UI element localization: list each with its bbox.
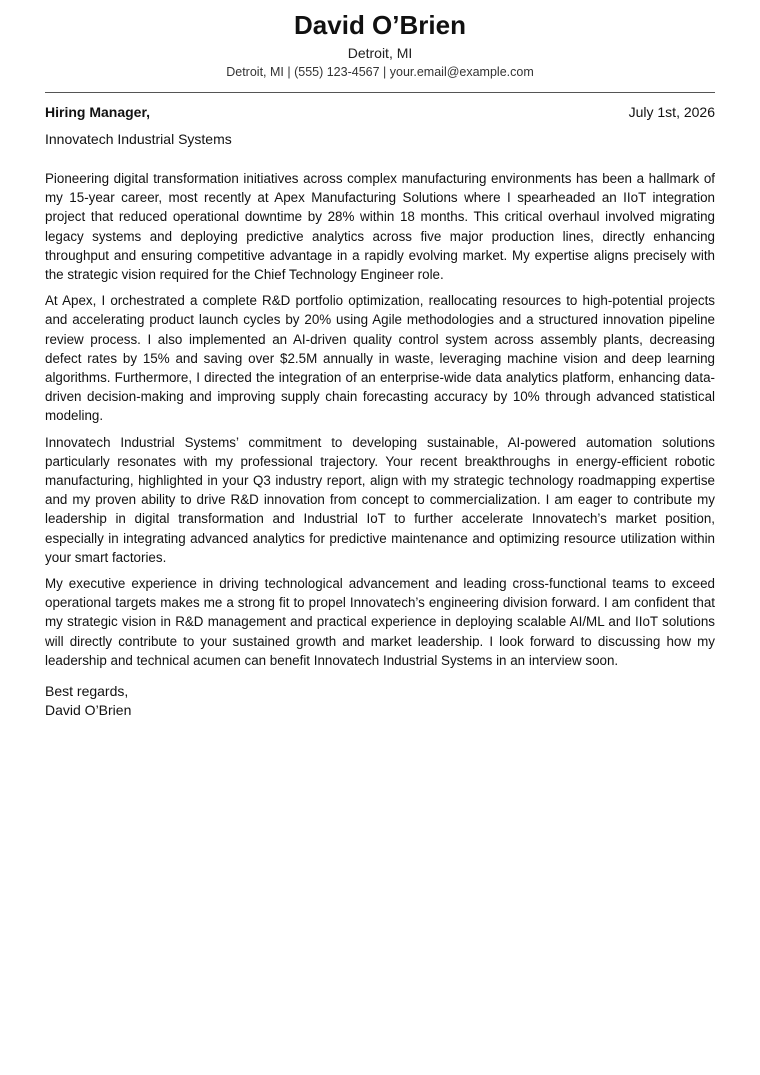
sender-name: David O’Brien [294,10,466,40]
closing-block [45,682,715,720]
signature-name: David O’Brien [45,702,132,719]
letter-date: July 1st, 2026 [628,104,715,120]
header-divider [45,92,715,93]
body-paragraph: Pioneering digital transformation initiatives across complex manufacturing environments has been a hallmark of my 15-year career, most recently at Apex Manufacturing Solutions where I spearheaded an IIoT integration project that reduced operational downtime by 28% within 18 months. This critical overhaul involved migrating legacy systems and deploying predictive analytics across five major production lines, directly enhancing throughput and ensuring competitive advantage in a rapidly evolving market. My expertise aligns precisely with the strategic vision required for the Chief Technology Engineer role. [45,171,715,283]
salutation-date-row [45,102,715,122]
recipient-company: Innovatech Industrial Systems [45,131,232,147]
body-paragraph: My executive experience in driving technological advancement and leading cross-functional teams to exceed operational targets makes me a strong fit to propel Innovatech’s engineering division forward. I am confident that my strategic vision in R&D management and practical experience in deploying scalable AI/ML and IIoT solutions will directly contribute to your sustained growth and market leadership. I look forward to discussing how my leadership and technical acumen can benefit Innovatech Industrial Systems in an interview soon. [45,576,715,668]
body-paragraph: At Apex, I orchestrated a complete R&D portfolio optimization, reallocating resources to high-potential projects and accelerating product launch cycles by 20% using Agile methodologies and a structured innovation pipeline review process. I also implemented an AI-driven quality control system across assembly plants, decreasing defect rates by 15% and saving over $2.5M annually in waste, leveraging machine vision and deep learning algorithms. Furthermore, I directed the integration of an enterprise-wide data analytics platform, enhancing data-driven decision-making and improving supply chain forecasting accuracy by 10% through advanced statistical modeling. [45,293,715,424]
sender-city: Detroit, MI [347,45,413,61]
letter-header [45,0,715,81]
letter-body [45,169,715,670]
body-paragraph: Innovatech Industrial Systems’ commitment to developing sustainable, AI-powered automation solutions particularly resonates with my professional trajectory. Your recent breakthroughs in energy-efficient robotic manufacturing, highlighted in your Q3 industry report, align with my strategic technology roadmapping expertise and my proven ability to drive R&D innovation from concept to commercialization. I am eager to contribute my leadership in digital transformation and Industrial IoT to further accelerate Innovatech’s market position, especially in integrating advanced analytics for predictive maintenance and optimizing resource utilization within your smart factories. [45,434,715,565]
sender-contact-line: Detroit, MI | (555) 123-4567 | your.email@example.com [226,65,534,79]
closing-phrase: Best regards, [45,683,129,700]
salutation: Hiring Manager, [45,104,151,120]
